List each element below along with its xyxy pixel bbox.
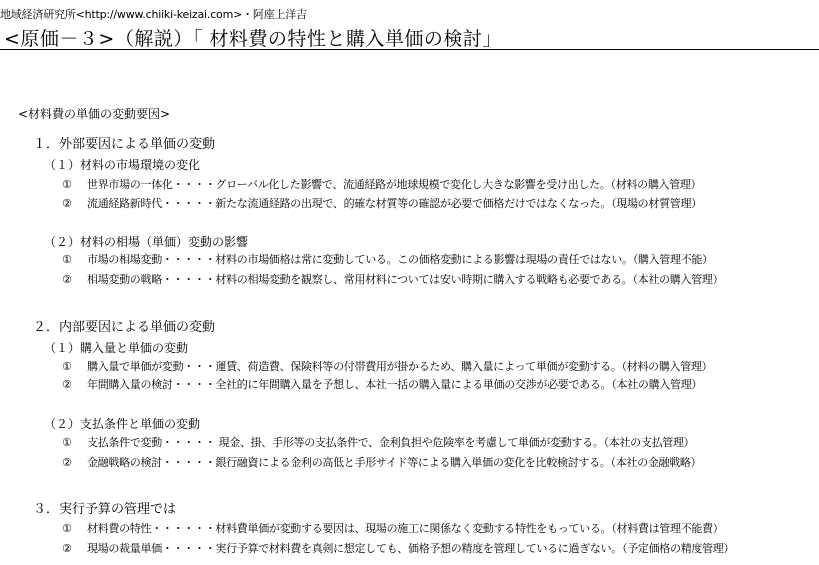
section-heading: １．外部要因による単価の変動 xyxy=(33,137,216,152)
list-item xyxy=(62,273,723,287)
main-heading: <材料費の単価の変動要因> xyxy=(18,107,171,121)
list-item xyxy=(62,436,694,450)
item-number: ② xyxy=(62,273,72,286)
list-item xyxy=(62,253,713,267)
list-item xyxy=(62,522,724,536)
subsection-heading: （１）材料の市場環境の変化 xyxy=(44,158,201,172)
list-item xyxy=(62,178,701,192)
subsection-heading: （１）購入量と単価の変動 xyxy=(44,341,189,355)
section-heading: ３．実行予算の管理では xyxy=(33,502,177,517)
item-text: 購入量で単価が変動・・・運賃、荷造費、保険料等の付帯費用が掛かるため、購入量によって単価が変動する。（材料の購入管理） xyxy=(87,360,713,373)
list-item xyxy=(62,378,702,392)
item-number: ② xyxy=(62,456,72,469)
item-text: 流通経路新時代・・・・・新たな流通経路の出現で、的確な材質等の確認が必要で価格だけではなくなった。（現場の材質管理） xyxy=(87,197,702,210)
list-item xyxy=(62,542,734,556)
item-number: ① xyxy=(62,253,72,266)
section-heading: ２．内部要因による単価の変動 xyxy=(33,320,216,335)
subsection-heading: （２）材料の相場（単価）変動の影響 xyxy=(44,235,249,249)
item-number: ① xyxy=(62,178,72,191)
item-text: 年間購入量の検討・・・・全社的に年間購入量を予想し、本社一括の購入量による単価の交渉が必要である。（本社の購入管理） xyxy=(87,378,703,391)
item-number: ② xyxy=(62,378,72,391)
item-number: ① xyxy=(62,360,72,373)
item-text: 相場変動の戦略・・・・・材料の相場変動を観察し、常用材料については安い時期に購入する戦略も必要である。（本社の購入管理） xyxy=(87,273,724,286)
item-text: 材料費の特性・・・・・・材料費単価が変動する要因は、現場の施工に関係なく変動する特性をもっている。（材料費は管理不能費） xyxy=(87,522,724,535)
list-item xyxy=(62,456,701,470)
page-title: <原価－３>（解説）「 材料費の特性と購入単価の検討」 xyxy=(4,28,502,50)
item-number: ① xyxy=(62,436,72,449)
list-item xyxy=(62,360,712,374)
item-number: ② xyxy=(62,542,72,555)
page-header: 地域経済研究所<http://www.chiiki-keizai.com>・阿座上洋吉 xyxy=(0,8,307,21)
item-number: ② xyxy=(62,197,72,210)
item-text: 支払条件で変動・・・・・ 現金、掛、手形等の支払条件で、金利負担や危険率を考慮して単価が変動する。（本社の支払管理） xyxy=(87,436,695,449)
item-text: 現場の裁量単価・・・・・実行予算で材料費を真剣に想定しても、価格予想の精度を管理しているに過ぎない。（予定価格の精度管理） xyxy=(87,542,735,555)
item-text: 金融戦略の検討・・・・・銀行融資による金利の高低と手形サイド等による購入単価の変化を比較検討する。（本社の金融戦略） xyxy=(87,456,702,469)
item-text: 市場の相場変動・・・・・材料の市場価格は常に変動している。この価格変動による影響は現場の責任ではない。（購入管理不能） xyxy=(87,253,713,266)
item-text: 世界市場の一体化・・・・グローバル化した影響で、流通経路が地球規模で変化し大きな影響を受け出した。（材料の購入管理） xyxy=(87,178,702,191)
item-number: ① xyxy=(62,522,72,535)
subsection-heading: （２）支払条件と単価の変動 xyxy=(44,417,201,431)
title-underline xyxy=(0,49,819,50)
list-item xyxy=(62,197,702,211)
